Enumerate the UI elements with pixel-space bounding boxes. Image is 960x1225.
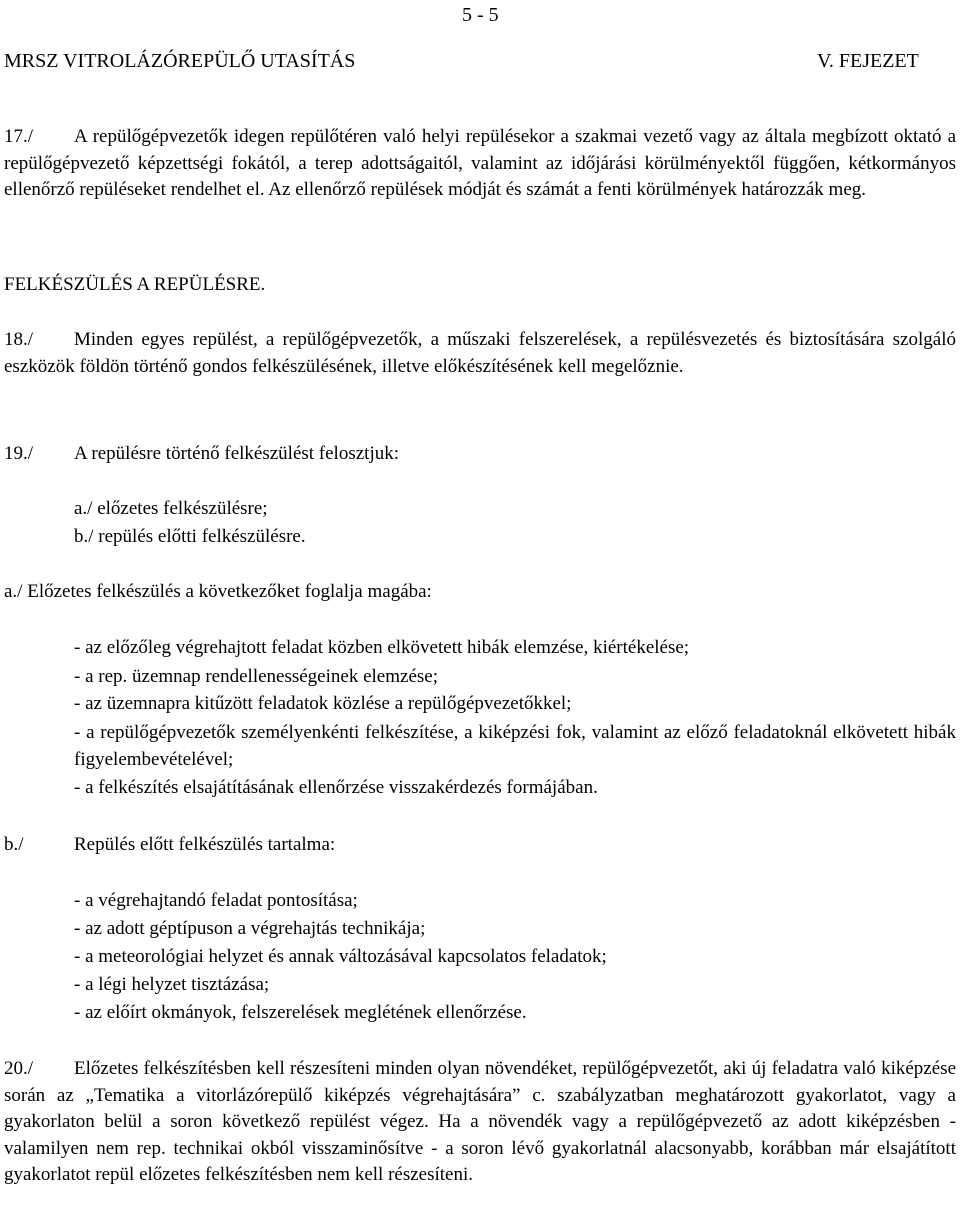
list-item: - a légi helyzet tisztázása; (74, 974, 270, 995)
paragraph-17 (4, 124, 956, 204)
paragraph-20 (4, 1056, 956, 1189)
list-item: b./ repülés előtti felkészülésre. (74, 526, 306, 547)
section-b-number: b./ (4, 834, 24, 855)
list-item: - a felkészítés elsajátításának ellenőrzése visszakérdezés formájában. (74, 777, 598, 798)
list-item: - az adott géptípuson a végrehajtás technikája; (74, 918, 426, 939)
header-title: MRSZ VITROLÁZÓREPÜLŐ UTASÍTÁS (4, 50, 356, 72)
section-b-text: Repülés előtt felkészülés tartalma: (74, 834, 336, 855)
list-item: - az üzemnapra kitűzött feladatok közlése a repülőgépvezetőkkel; (74, 693, 572, 714)
paragraph-19 (4, 441, 399, 468)
list-item: - az előírt okmányok, felszerelések meglétének ellenőrzése. (74, 1002, 527, 1023)
header-chapter: V. FEJEZET (817, 50, 919, 72)
paragraph-18 (4, 327, 956, 380)
list-item: - az előzőleg végrehajtott feladat közben elkövetett hibák elemzése, kiértékelése; (74, 637, 690, 658)
section-a-title: a./ Előzetes felkészülés a következőket foglalja magába: (4, 581, 432, 602)
list-item: - a repülőgépvezetők személyenkénti felkészítése, a kiképzési fok, valamint az előző feladatoknál elkövetett hibák figyelembevételével; (74, 722, 956, 770)
list-item: a./ előzetes felkészülésre; (74, 498, 268, 519)
page-number: 5 - 5 (462, 4, 499, 26)
list-item: - a végrehajtandó feladat pontosítása; (74, 890, 358, 911)
paragraph-number: 17./ (4, 126, 34, 147)
paragraph-text: Előzetes felkészítésben kell részesíteni minden olyan növendéket, repülőgépvezetőt, aki új feladatra való kiképzése során az „Tematika a vitorlázórepülő kiképzés végrehajtására” c. szabályzatban meghatározott gyakorlatot, vagy a gyakorlaton belül a soron következő repülést végez. Ha a növendék vagy a repülőgépvezető az adott kiképzésben - valamilyen nem rep. technikai okból visszaminősítve - a soron lévő gyakorlatnál alacsonyabb, korábban már elsajátított gyakorlatot repül előzetes felkészítésben nem kell részesíteni. (4, 1058, 956, 1185)
list-item: - a meteorológiai helyzet és annak változásával kapcsolatos feladatok; (74, 946, 607, 967)
section-b-title (4, 832, 335, 859)
paragraph-text: A repülőgépvezetők idegen repülőtéren való helyi repülésekor a szakmai vezető vagy az általa megbízott oktató a repülőgépvezető képzettségi fokától, a terep adottságaitól, valamint az időjárási körülményektől függően, kétkormányos ellenőrző repüléseket rendelhet el. Az ellenőrző repülések módját és számát a fenti körülmények határozzák meg. (4, 126, 956, 200)
section-heading: FELKÉSZÜLÉS A REPÜLÉSRE. (4, 274, 266, 295)
list-item: - a rep. üzemnap rendellenességeinek elemzése; (74, 666, 438, 687)
paragraph-number: 18./ (4, 329, 34, 350)
paragraph-number: 20./ (4, 1058, 34, 1079)
paragraph-number: 19./ (4, 443, 34, 464)
paragraph-text: Minden egyes repülést, a repülőgépvezetők, a műszaki felszerelések, a repülésvezetés és biztosítására szolgáló eszközök földön történő gondos felkészülésének, illetve előkészítésének kell megelőznie. (4, 329, 956, 377)
paragraph-text: A repülésre történő felkészülést felosztjuk: (74, 443, 400, 464)
